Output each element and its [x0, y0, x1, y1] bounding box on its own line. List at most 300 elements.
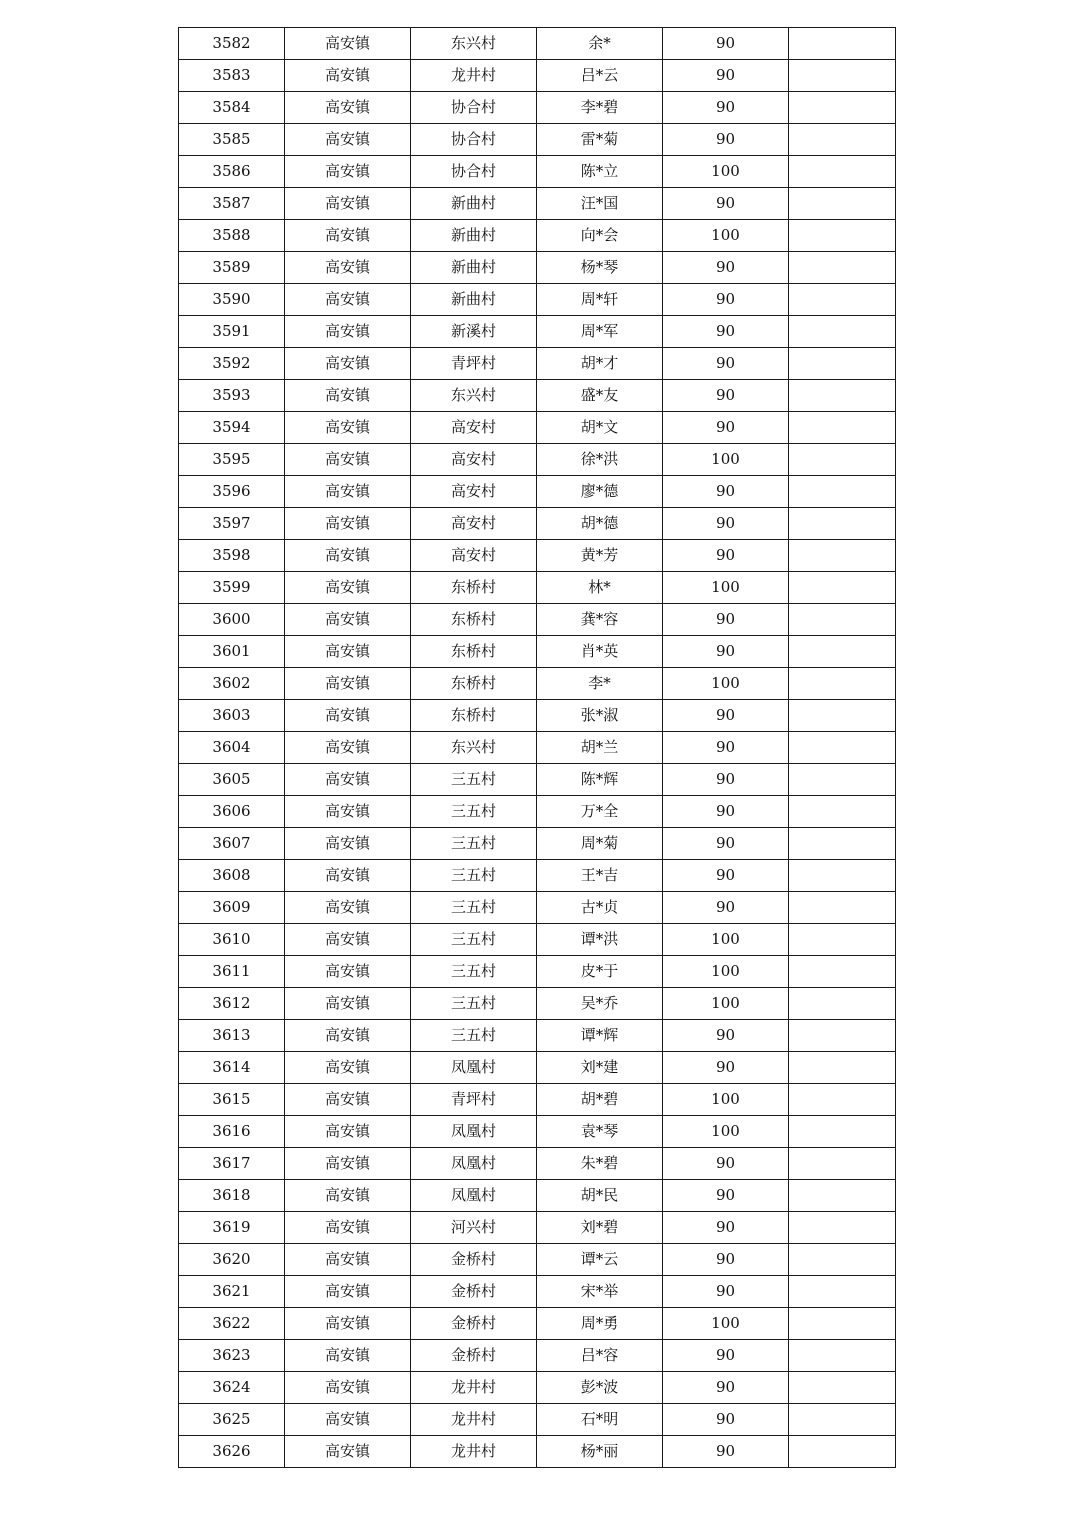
village-cell: 东桥村	[411, 700, 537, 732]
village-cell: 凤凰村	[411, 1180, 537, 1212]
name-cell: 林*	[537, 572, 663, 604]
name-cell: 龚*容	[537, 604, 663, 636]
serial-number-cell: 3610	[179, 924, 285, 956]
table-row	[179, 412, 896, 444]
table-row	[179, 252, 896, 284]
town-cell: 高安镇	[285, 572, 411, 604]
serial-number-cell: 3589	[179, 252, 285, 284]
table-row	[179, 1340, 896, 1372]
table-row	[179, 860, 896, 892]
name-cell: 谭*辉	[537, 1020, 663, 1052]
name-cell: 廖*德	[537, 476, 663, 508]
serial-number-cell: 3604	[179, 732, 285, 764]
serial-number-cell: 3598	[179, 540, 285, 572]
table-row	[179, 316, 896, 348]
town-cell: 高安镇	[285, 892, 411, 924]
remark-cell	[789, 1276, 896, 1308]
village-cell: 金桥村	[411, 1244, 537, 1276]
amount-cell: 90	[663, 92, 789, 124]
amount-cell: 90	[663, 1340, 789, 1372]
remark-cell	[789, 444, 896, 476]
amount-cell: 90	[663, 1020, 789, 1052]
amount-cell: 100	[663, 956, 789, 988]
village-cell: 东桥村	[411, 572, 537, 604]
table-row	[179, 764, 896, 796]
serial-number-cell: 3622	[179, 1308, 285, 1340]
table-row	[179, 220, 896, 252]
name-cell: 刘*建	[537, 1052, 663, 1084]
town-cell: 高安镇	[285, 252, 411, 284]
serial-number-cell: 3616	[179, 1116, 285, 1148]
name-cell: 胡*兰	[537, 732, 663, 764]
serial-number-cell: 3619	[179, 1212, 285, 1244]
amount-cell: 90	[663, 508, 789, 540]
village-cell: 龙井村	[411, 60, 537, 92]
name-cell: 肖*英	[537, 636, 663, 668]
village-cell: 青坪村	[411, 348, 537, 380]
remark-cell	[789, 348, 896, 380]
remark-cell	[789, 1436, 896, 1468]
table-row	[179, 1404, 896, 1436]
remark-cell	[789, 28, 896, 60]
town-cell: 高安镇	[285, 1148, 411, 1180]
table-row	[179, 444, 896, 476]
remark-cell	[789, 828, 896, 860]
village-cell: 新曲村	[411, 284, 537, 316]
table-row	[179, 1116, 896, 1148]
remark-cell	[789, 1180, 896, 1212]
name-cell: 周*军	[537, 316, 663, 348]
village-cell: 高安村	[411, 412, 537, 444]
name-cell: 胡*文	[537, 412, 663, 444]
amount-cell: 100	[663, 220, 789, 252]
serial-number-cell: 3608	[179, 860, 285, 892]
amount-cell: 100	[663, 988, 789, 1020]
remark-cell	[789, 988, 896, 1020]
serial-number-cell: 3613	[179, 1020, 285, 1052]
amount-cell: 100	[663, 1308, 789, 1340]
remark-cell	[789, 1084, 896, 1116]
remark-cell	[789, 1212, 896, 1244]
town-cell: 高安镇	[285, 700, 411, 732]
village-cell: 协合村	[411, 156, 537, 188]
amount-cell: 90	[663, 28, 789, 60]
amount-cell: 90	[663, 1052, 789, 1084]
village-cell: 凤凰村	[411, 1052, 537, 1084]
town-cell: 高安镇	[285, 92, 411, 124]
remark-cell	[789, 156, 896, 188]
table-row	[179, 1148, 896, 1180]
amount-cell: 90	[663, 828, 789, 860]
amount-cell: 100	[663, 572, 789, 604]
name-cell: 吕*容	[537, 1340, 663, 1372]
remark-cell	[789, 892, 896, 924]
table-row	[179, 156, 896, 188]
amount-cell: 90	[663, 636, 789, 668]
name-cell: 余*	[537, 28, 663, 60]
serial-number-cell: 3621	[179, 1276, 285, 1308]
table-row	[179, 60, 896, 92]
remark-cell	[789, 860, 896, 892]
serial-number-cell: 3609	[179, 892, 285, 924]
town-cell: 高安镇	[285, 28, 411, 60]
town-cell: 高安镇	[285, 764, 411, 796]
remark-cell	[789, 188, 896, 220]
serial-number-cell: 3587	[179, 188, 285, 220]
village-cell: 东桥村	[411, 668, 537, 700]
remark-cell	[789, 636, 896, 668]
table-row	[179, 124, 896, 156]
amount-cell: 90	[663, 348, 789, 380]
village-cell: 高安村	[411, 476, 537, 508]
town-cell: 高安镇	[285, 1084, 411, 1116]
table-row	[179, 956, 896, 988]
table-row	[179, 892, 896, 924]
amount-cell: 90	[663, 1180, 789, 1212]
serial-number-cell: 3600	[179, 604, 285, 636]
name-cell: 王*吉	[537, 860, 663, 892]
name-cell: 胡*才	[537, 348, 663, 380]
serial-number-cell: 3591	[179, 316, 285, 348]
remark-cell	[789, 252, 896, 284]
amount-cell: 90	[663, 412, 789, 444]
name-cell: 胡*碧	[537, 1084, 663, 1116]
table-row	[179, 796, 896, 828]
serial-number-cell: 3623	[179, 1340, 285, 1372]
table-row	[179, 1308, 896, 1340]
town-cell: 高安镇	[285, 1212, 411, 1244]
remark-cell	[789, 92, 896, 124]
amount-cell: 90	[663, 732, 789, 764]
amount-cell: 90	[663, 380, 789, 412]
village-cell: 高安村	[411, 540, 537, 572]
serial-number-cell: 3592	[179, 348, 285, 380]
name-cell: 石*明	[537, 1404, 663, 1436]
amount-cell: 90	[663, 604, 789, 636]
village-cell: 金桥村	[411, 1340, 537, 1372]
town-cell: 高安镇	[285, 796, 411, 828]
village-cell: 东兴村	[411, 732, 537, 764]
remark-cell	[789, 604, 896, 636]
remark-cell	[789, 508, 896, 540]
name-cell: 古*贞	[537, 892, 663, 924]
town-cell: 高安镇	[285, 540, 411, 572]
town-cell: 高安镇	[285, 636, 411, 668]
name-cell: 盛*友	[537, 380, 663, 412]
table-row	[179, 348, 896, 380]
name-cell: 吴*乔	[537, 988, 663, 1020]
table-row	[179, 1084, 896, 1116]
name-cell: 朱*碧	[537, 1148, 663, 1180]
serial-number-cell: 3586	[179, 156, 285, 188]
table-row	[179, 28, 896, 60]
town-cell: 高安镇	[285, 476, 411, 508]
table-row	[179, 572, 896, 604]
town-cell: 高安镇	[285, 956, 411, 988]
table-row	[179, 604, 896, 636]
serial-number-cell: 3584	[179, 92, 285, 124]
amount-cell: 90	[663, 1404, 789, 1436]
table-row	[179, 828, 896, 860]
village-cell: 三五村	[411, 892, 537, 924]
remark-cell	[789, 732, 896, 764]
name-cell: 万*全	[537, 796, 663, 828]
serial-number-cell: 3582	[179, 28, 285, 60]
village-cell: 东桥村	[411, 636, 537, 668]
amount-cell: 90	[663, 1372, 789, 1404]
town-cell: 高安镇	[285, 444, 411, 476]
remark-cell	[789, 668, 896, 700]
serial-number-cell: 3599	[179, 572, 285, 604]
table-row	[179, 700, 896, 732]
town-cell: 高安镇	[285, 220, 411, 252]
village-cell: 三五村	[411, 1020, 537, 1052]
table-row	[179, 284, 896, 316]
town-cell: 高安镇	[285, 1244, 411, 1276]
village-cell: 三五村	[411, 828, 537, 860]
amount-cell: 90	[663, 1276, 789, 1308]
amount-cell: 90	[663, 476, 789, 508]
table-row	[179, 1276, 896, 1308]
village-cell: 协合村	[411, 124, 537, 156]
amount-cell: 90	[663, 860, 789, 892]
table-row	[179, 1052, 896, 1084]
remark-cell	[789, 380, 896, 412]
name-cell: 张*淑	[537, 700, 663, 732]
serial-number-cell: 3590	[179, 284, 285, 316]
amount-cell: 100	[663, 156, 789, 188]
serial-number-cell: 3597	[179, 508, 285, 540]
town-cell: 高安镇	[285, 1340, 411, 1372]
amount-cell: 90	[663, 60, 789, 92]
name-cell: 雷*菊	[537, 124, 663, 156]
serial-number-cell: 3607	[179, 828, 285, 860]
village-cell: 龙井村	[411, 1372, 537, 1404]
name-cell: 杨*琴	[537, 252, 663, 284]
table-row	[179, 732, 896, 764]
serial-number-cell: 3601	[179, 636, 285, 668]
name-cell: 吕*云	[537, 60, 663, 92]
remark-cell	[789, 1404, 896, 1436]
table-row	[179, 924, 896, 956]
remark-cell	[789, 796, 896, 828]
remark-cell	[789, 540, 896, 572]
town-cell: 高安镇	[285, 604, 411, 636]
remark-cell	[789, 572, 896, 604]
town-cell: 高安镇	[285, 1308, 411, 1340]
remark-cell	[789, 764, 896, 796]
amount-cell: 90	[663, 1436, 789, 1468]
amount-cell: 100	[663, 444, 789, 476]
name-cell: 黄*芳	[537, 540, 663, 572]
name-cell: 李*	[537, 668, 663, 700]
village-cell: 三五村	[411, 956, 537, 988]
village-cell: 金桥村	[411, 1276, 537, 1308]
table-row	[179, 380, 896, 412]
name-cell: 徐*洪	[537, 444, 663, 476]
table-row	[179, 92, 896, 124]
table-row	[179, 1020, 896, 1052]
name-cell: 胡*民	[537, 1180, 663, 1212]
amount-cell: 90	[663, 1244, 789, 1276]
town-cell: 高安镇	[285, 508, 411, 540]
table-row	[179, 188, 896, 220]
amount-cell: 90	[663, 124, 789, 156]
town-cell: 高安镇	[285, 1180, 411, 1212]
remark-cell	[789, 1020, 896, 1052]
table-row	[179, 1372, 896, 1404]
serial-number-cell: 3596	[179, 476, 285, 508]
serial-number-cell: 3585	[179, 124, 285, 156]
remark-cell	[789, 1308, 896, 1340]
remark-cell	[789, 220, 896, 252]
serial-number-cell: 3620	[179, 1244, 285, 1276]
remark-cell	[789, 412, 896, 444]
name-cell: 谭*洪	[537, 924, 663, 956]
amount-cell: 100	[663, 924, 789, 956]
town-cell: 高安镇	[285, 1052, 411, 1084]
village-cell: 金桥村	[411, 1308, 537, 1340]
remark-cell	[789, 924, 896, 956]
remark-cell	[789, 60, 896, 92]
table-row	[179, 1212, 896, 1244]
town-cell: 高安镇	[285, 1276, 411, 1308]
name-cell: 李*碧	[537, 92, 663, 124]
amount-cell: 100	[663, 668, 789, 700]
amount-cell: 90	[663, 316, 789, 348]
name-cell: 陈*立	[537, 156, 663, 188]
village-cell: 东兴村	[411, 28, 537, 60]
name-cell: 汪*国	[537, 188, 663, 220]
amount-cell: 90	[663, 1148, 789, 1180]
name-cell: 宋*举	[537, 1276, 663, 1308]
village-cell: 新曲村	[411, 188, 537, 220]
village-cell: 新曲村	[411, 252, 537, 284]
amount-cell: 90	[663, 540, 789, 572]
roster-table-body	[179, 28, 896, 1468]
village-cell: 三五村	[411, 796, 537, 828]
village-cell: 东兴村	[411, 380, 537, 412]
town-cell: 高安镇	[285, 1404, 411, 1436]
remark-cell	[789, 1116, 896, 1148]
town-cell: 高安镇	[285, 412, 411, 444]
table-row	[179, 476, 896, 508]
amount-cell: 90	[663, 284, 789, 316]
serial-number-cell: 3595	[179, 444, 285, 476]
name-cell: 袁*琴	[537, 1116, 663, 1148]
amount-cell: 90	[663, 700, 789, 732]
village-cell: 青坪村	[411, 1084, 537, 1116]
serial-number-cell: 3583	[179, 60, 285, 92]
village-cell: 三五村	[411, 988, 537, 1020]
name-cell: 周*轩	[537, 284, 663, 316]
town-cell: 高安镇	[285, 348, 411, 380]
table-row	[179, 540, 896, 572]
table-row	[179, 508, 896, 540]
town-cell: 高安镇	[285, 1020, 411, 1052]
town-cell: 高安镇	[285, 668, 411, 700]
town-cell: 高安镇	[285, 380, 411, 412]
name-cell: 谭*云	[537, 1244, 663, 1276]
remark-cell	[789, 476, 896, 508]
town-cell: 高安镇	[285, 860, 411, 892]
town-cell: 高安镇	[285, 124, 411, 156]
village-cell: 龙井村	[411, 1404, 537, 1436]
village-cell: 凤凰村	[411, 1148, 537, 1180]
remark-cell	[789, 956, 896, 988]
remark-cell	[789, 284, 896, 316]
serial-number-cell: 3593	[179, 380, 285, 412]
town-cell: 高安镇	[285, 1116, 411, 1148]
village-cell: 河兴村	[411, 1212, 537, 1244]
amount-cell: 100	[663, 1116, 789, 1148]
town-cell: 高安镇	[285, 828, 411, 860]
serial-number-cell: 3617	[179, 1148, 285, 1180]
village-cell: 新溪村	[411, 316, 537, 348]
roster-table	[178, 27, 896, 1468]
table-row	[179, 1244, 896, 1276]
serial-number-cell: 3625	[179, 1404, 285, 1436]
village-cell: 新曲村	[411, 220, 537, 252]
table-row	[179, 1436, 896, 1468]
name-cell: 刘*碧	[537, 1212, 663, 1244]
name-cell: 胡*德	[537, 508, 663, 540]
village-cell: 东桥村	[411, 604, 537, 636]
town-cell: 高安镇	[285, 188, 411, 220]
remark-cell	[789, 1372, 896, 1404]
town-cell: 高安镇	[285, 732, 411, 764]
name-cell: 皮*于	[537, 956, 663, 988]
remark-cell	[789, 1148, 896, 1180]
name-cell: 彭*波	[537, 1372, 663, 1404]
serial-number-cell: 3612	[179, 988, 285, 1020]
table-row	[179, 988, 896, 1020]
name-cell: 周*菊	[537, 828, 663, 860]
town-cell: 高安镇	[285, 284, 411, 316]
remark-cell	[789, 1244, 896, 1276]
amount-cell: 90	[663, 764, 789, 796]
table-row	[179, 636, 896, 668]
town-cell: 高安镇	[285, 316, 411, 348]
serial-number-cell: 3605	[179, 764, 285, 796]
amount-cell: 100	[663, 1084, 789, 1116]
remark-cell	[789, 1340, 896, 1372]
table-row	[179, 668, 896, 700]
village-cell: 高安村	[411, 508, 537, 540]
town-cell: 高安镇	[285, 156, 411, 188]
amount-cell: 90	[663, 1212, 789, 1244]
amount-cell: 90	[663, 892, 789, 924]
serial-number-cell: 3615	[179, 1084, 285, 1116]
village-cell: 三五村	[411, 860, 537, 892]
town-cell: 高安镇	[285, 988, 411, 1020]
name-cell: 向*会	[537, 220, 663, 252]
serial-number-cell: 3614	[179, 1052, 285, 1084]
village-cell: 三五村	[411, 764, 537, 796]
town-cell: 高安镇	[285, 1436, 411, 1468]
remark-cell	[789, 700, 896, 732]
amount-cell: 90	[663, 188, 789, 220]
serial-number-cell: 3603	[179, 700, 285, 732]
village-cell: 协合村	[411, 92, 537, 124]
serial-number-cell: 3626	[179, 1436, 285, 1468]
village-cell: 凤凰村	[411, 1116, 537, 1148]
serial-number-cell: 3594	[179, 412, 285, 444]
village-cell: 三五村	[411, 924, 537, 956]
serial-number-cell: 3602	[179, 668, 285, 700]
name-cell: 周*勇	[537, 1308, 663, 1340]
town-cell: 高安镇	[285, 1372, 411, 1404]
